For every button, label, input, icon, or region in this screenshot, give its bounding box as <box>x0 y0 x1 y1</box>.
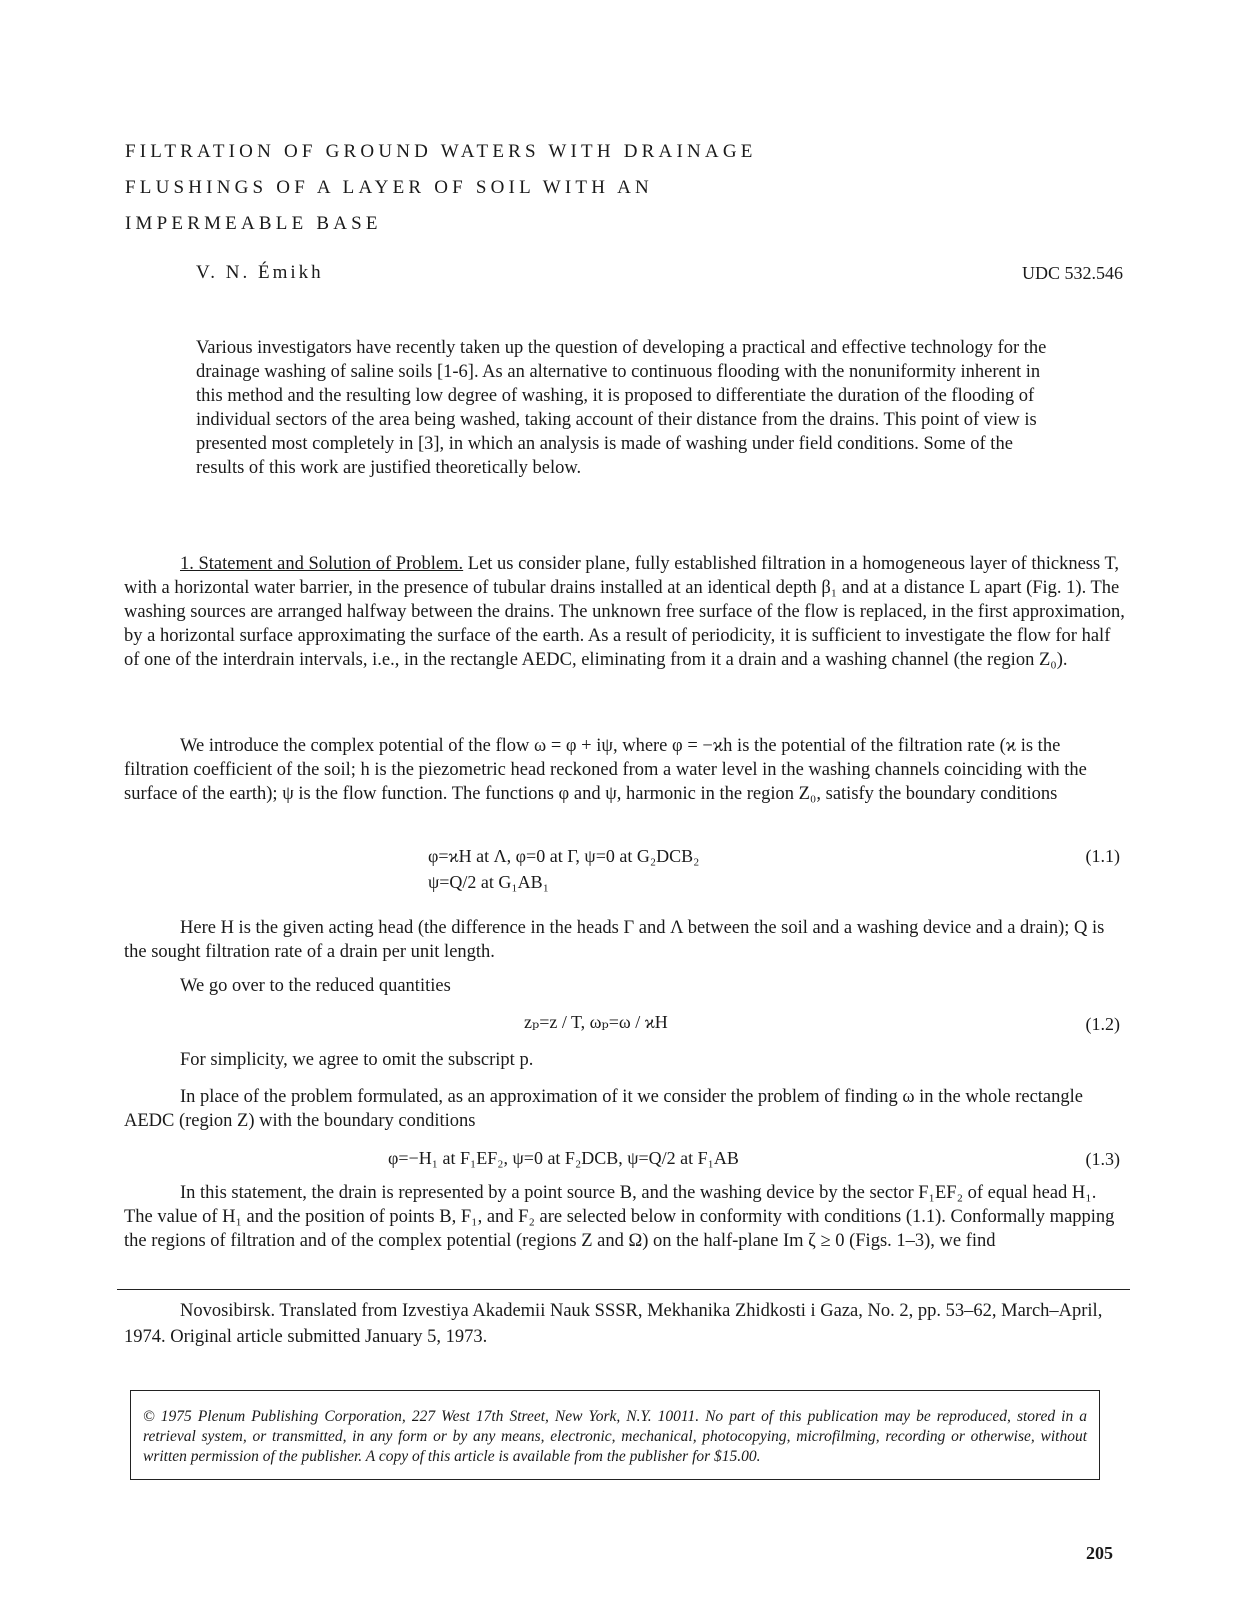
footnote: Novosibirsk. Translated from Izvestiya Akademii Nauk SSSR, Mekhanika Zhidkosti i Gaza, No. 2, pp. 53–62, March–April, 1974. Original article submitted January 5, 1973. <box>124 1301 1103 1347</box>
page-number: 205 <box>1086 1543 1113 1563</box>
equation-number-1-2: (1.2) <box>1085 1014 1120 1034</box>
title-line-1: FILTRATION OF GROUND WATERS WITH DRAINAGE <box>125 141 757 162</box>
abstract: Various investigators have recently taken up the question of developing a practical and effective technology for the drainage washing of saline soils [1-6]. As an alternative to continuous flooding with the nonuniformity inherent in this method and the resulting low degree of washing, it is proposed to differentiate the duration of the flooding of individual sectors of the area being washed, taking account of their distance from the drains. This point of view is presented most completely in [3], in which an analysis is made of washing under field conditions. Some of the results of this work are justified theoretically below. <box>196 338 1047 478</box>
section-1-text: Let us consider plane, fully established filtration in a homogeneous layer of thickness T, with a horizontal water barrier, in the presence of tubular drains installed at an identical depth β₁ and at a distance L apart (Fig. 1). The washing sources are arranged halfway between the drains. The unknown free surface of the flow is replaced, in the first approximation, by a horizontal surface approximating the surface of the earth. As a result of periodicity, it is sufficient to investigate the flow for half of one of the interdrain intervals, i.e., in the rectangle AEDC, eliminating from it a drain and a washing channel (the region Z₀). <box>124 554 1125 670</box>
equation-1-2: zₚ=z / T, ωₚ=ω / ϰH <box>524 1012 668 1032</box>
section-1-paragraph-7: In this statement, the drain is represented by a point source B, and the washing device by the sector F₁EF₂ of equal head H₁. The value of H₁ and the position of points B, F₁, and F₂ are selected below in conformity with conditions (1.1). Conformally mapping the regions of filtration and of the complex potential (regions Z and Ω) on the half-plane Im ζ ≥ 0 (Figs. 1–3), we find <box>124 1183 1115 1251</box>
udc-code: UDC 532.546 <box>1021 263 1123 283</box>
section-1-paragraph-1 <box>124 552 1127 672</box>
title-line-3: IMPERMEABLE BASE <box>125 213 382 234</box>
equation-1-3: φ=−H₁ at F₁EF₂, ψ=0 at F₂DCB, ψ=Q/2 at F₁AB <box>388 1148 739 1168</box>
copyright-notice: © 1975 Plenum Publishing Corporation, 227 West 17th Street, New York, N.Y. 10011. No part of this publication may be reproduced, stored in a retrieval system, or transmitted, in any form or by any means, electronic, mechanical, photocopying, microfilming, recording or otherwise, without written permission of the publisher. A copy of this article is available from the publisher for $15.00. <box>143 1408 1087 1465</box>
section-1-paragraph-4: We go over to the reduced quantities <box>180 976 451 996</box>
copyright-box <box>130 1390 1100 1480</box>
equation-number-1-3: (1.3) <box>1085 1149 1120 1169</box>
section-1-paragraph-6: In place of the problem formulated, as an approximation of it we consider the problem of finding ω in the whole rectangle AEDC (region Z) with the boundary conditions <box>124 1087 1083 1131</box>
footnote-rule <box>117 1289 1130 1290</box>
title-line-2: FLUSHINGS OF A LAYER OF SOIL WITH AN <box>125 177 653 198</box>
section-1-paragraph-5: For simplicity, we agree to omit the subscript p. <box>180 1050 534 1070</box>
equation-1-1-line-2: ψ=Q/2 at G₁AB₁ <box>428 872 549 892</box>
equation-number-1-1: (1.1) <box>1085 846 1120 866</box>
section-heading: 1. Statement and Solution of Problem. <box>180 554 464 574</box>
equation-1-1-line-1: φ=ϰH at Λ, φ=0 at Γ, ψ=0 at G₂DCB₂ <box>428 846 700 866</box>
section-1-paragraph-2: We introduce the complex potential of the flow ω = φ + iψ, where φ = −ϰh is the potential of the filtration rate (ϰ is the filtration coefficient of the soil; h is the piezometric head reckoned from a water level in the washing channels coinciding with the surface of the earth); ψ is the flow function. The functions φ and ψ, harmonic in the region Z₀, satisfy the boundary conditions <box>124 736 1087 804</box>
author: V. N. Émikh <box>196 262 324 283</box>
section-1-paragraph-3: Here H is the given acting head (the difference in the heads Γ and Λ between the soil and a washing device and a drain); Q is the sought filtration rate of a drain per unit length. <box>124 918 1105 962</box>
